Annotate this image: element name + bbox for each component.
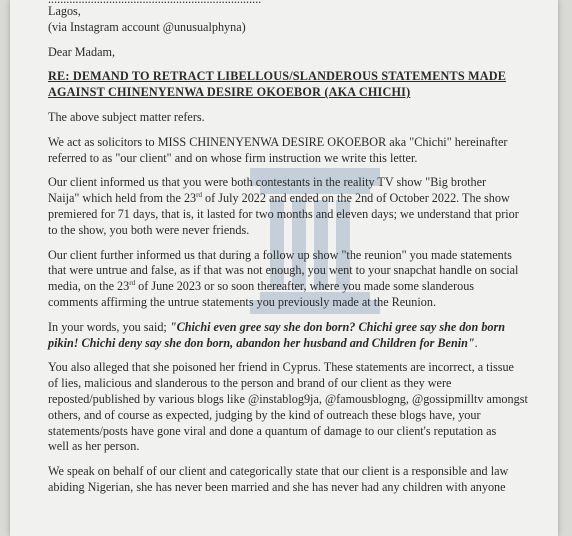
subject-heading [48, 69, 544, 101]
text-line: Our client informed us that you were both contestants in the reality TV show "Big brother [48, 175, 487, 190]
text-line: reposted/published by various blogs like @instablog9ja, @famousblogng, @gossipmilltv amongst [48, 391, 528, 406]
address-via: (via Instagram account @unusualphyna) [48, 19, 246, 34]
text-line: media, on the 23rd of June 2023 or so soon thereafter, where you made some slanderous [48, 279, 475, 294]
text-line: premiered for 71 days, that is, it lasted for two months and eleven days; we understand that prior [48, 206, 519, 221]
letter-page [10, 0, 558, 536]
paragraph-refers: The above subject matter refers. [48, 109, 205, 124]
text-line: to the show, you both were never friends. [48, 222, 250, 237]
text-line: We speak on behalf of our client and categorically state that our client is a responsible and law [48, 464, 509, 479]
text-line: well as her person. [48, 439, 140, 454]
address-city: Lagos, [48, 4, 81, 18]
text-line: We act as solicitors to MISS CHINENYENWA DESIRE OKOEBOR aka "Chichi" hereinafter [48, 134, 508, 149]
text-line: You also alleged that she poisoned her friend in Cyprus. These statements are incorrect, a tissue [48, 360, 514, 375]
paragraph-behalf [48, 464, 544, 496]
text-line: Naija" which held from the 23rd of July 2022 and ended on the 2nd of October 2022. The show [48, 191, 510, 206]
text-line: Our client further informed us that during a follow up show "the reunion" you made statements [48, 247, 512, 262]
subject-line: RE: DEMAND TO RETRACT LIBELLOUS/SLANDEROUS STATEMENTS MADE [48, 69, 507, 84]
paragraph-contestants [48, 175, 544, 238]
text-line: pikin! Chichi deny say she don born, abandon her husband and Children for Benin". [48, 335, 478, 350]
text-line: others, and of course as expected, judging by the kind of outreach these blogs have, your [48, 407, 481, 422]
paragraph-solicitors [48, 135, 544, 167]
text-line: In your words, you said; "Chichi even gree say she don born? Chichi gree say she don born [48, 319, 506, 334]
paragraph-allegations [48, 360, 544, 455]
text-line: referred to as "our client" and on whose firm instruction we write this letter. [48, 150, 418, 165]
text-line: abiding Nigerian, she has never been married and she has never had any children with anyone [48, 479, 506, 494]
salutation: Dear Madam, [48, 44, 116, 59]
subject-line: AGAINST CHINENYENWA DESIRE OKOEBOR (AKA CHICHI) [48, 85, 411, 100]
paragraph-quote [48, 320, 544, 352]
text-line: of lies, malicious and slanderous to the person and brand of our client as they were [48, 376, 452, 391]
text-line: statements/posts have gone viral and done a quantum of damage to our client's reputation as [48, 423, 497, 438]
text-line: comments affirming the untrue statements you previously made at the Reunion. [48, 294, 436, 309]
text-line: that were untrue and false, as if that was not enough, you went to your snapchat handle on social [48, 263, 519, 278]
paragraph-reunion [48, 248, 544, 311]
